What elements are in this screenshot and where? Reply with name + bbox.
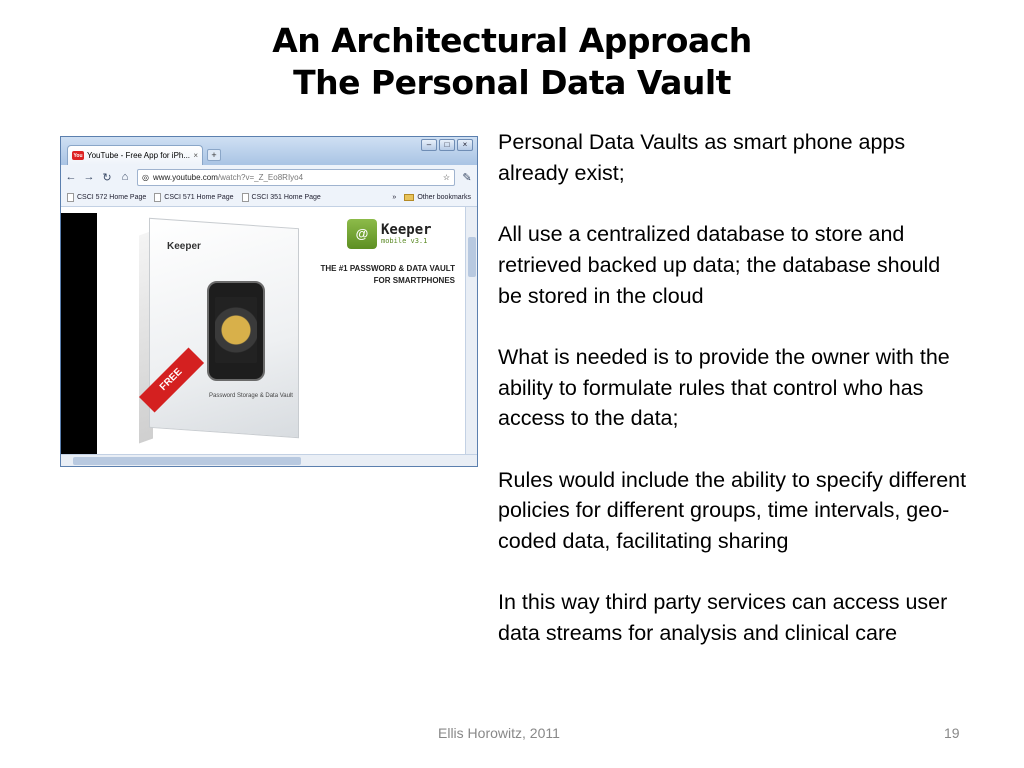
box-logo: Keeper xyxy=(167,241,201,252)
keeper-tagline xyxy=(297,263,455,287)
window-close-button[interactable]: × xyxy=(457,139,473,151)
address-bar[interactable] xyxy=(137,169,455,186)
home-icon[interactable]: ⌂ xyxy=(121,171,129,183)
vault-dial-image xyxy=(215,297,257,363)
bookmarks-bar xyxy=(61,189,477,207)
bookmark-label: CSCI 571 Home Page xyxy=(164,194,234,201)
slide-title-line2: The Personal Data Vault xyxy=(293,63,731,102)
vertical-scroll-thumb[interactable] xyxy=(468,237,476,277)
web-content xyxy=(61,207,465,454)
new-tab-button[interactable]: + xyxy=(207,149,221,161)
window-controls xyxy=(421,139,473,151)
bookmark-item[interactable] xyxy=(67,193,146,202)
body-paragraph: Rules would include the ability to specify different policies for different groups, time intervals, geo-coded data, facilitating sharing xyxy=(498,467,967,554)
slide-title-line1: An Architectural Approach xyxy=(272,21,752,60)
browser-screenshot xyxy=(60,136,478,467)
box-caption: Password Storage & Data Vault xyxy=(209,393,293,399)
keeper-version: mobile v3.1 xyxy=(381,237,428,245)
bookmark-item[interactable] xyxy=(242,193,321,202)
other-bookmarks-label: Other bookmarks xyxy=(417,194,471,201)
wrench-icon[interactable]: ✎ xyxy=(462,171,472,184)
bookmark-label: CSCI 351 Home Page xyxy=(251,194,321,201)
tagline-line2: FOR SMARTPHONES xyxy=(373,276,455,285)
bookmarks-overflow-button[interactable]: » xyxy=(392,194,397,201)
browser-toolbar xyxy=(61,165,477,189)
minimize-button[interactable]: – xyxy=(421,139,437,151)
forward-arrow-icon[interactable]: → xyxy=(83,171,95,183)
maximize-button[interactable]: □ xyxy=(439,139,455,151)
address-url xyxy=(153,173,439,182)
page-number: 19 xyxy=(944,725,960,741)
back-arrow-icon[interactable]: ← xyxy=(65,171,77,183)
page-icon xyxy=(154,193,161,202)
url-path: /watch?v=_Z_Eo8RIyo4 xyxy=(217,172,304,182)
keeper-logo xyxy=(347,219,432,249)
page-icon xyxy=(67,193,74,202)
keeper-brand: Keeper xyxy=(381,222,432,238)
horizontal-scroll-thumb[interactable] xyxy=(73,457,301,465)
browser-tab[interactable] xyxy=(67,145,203,165)
body-paragraph: What is needed is to provide the owner with the ability to formulate rules that control who has access to the data; xyxy=(498,344,950,431)
other-bookmarks[interactable] xyxy=(404,194,471,201)
video-letterbox xyxy=(61,213,97,454)
globe-icon: ◎ xyxy=(142,172,149,182)
vertical-scrollbar[interactable] xyxy=(465,207,477,454)
folder-icon xyxy=(404,194,414,201)
reload-icon[interactable]: ↻ xyxy=(102,171,112,184)
lock-icon: @ xyxy=(347,219,377,249)
body-paragraph: All use a centralized database to store and retrieved backed up data; the database should be stored in the cloud xyxy=(498,222,941,308)
slide-body xyxy=(498,127,968,649)
tagline-line1: THE #1 PASSWORD & DATA VAULT xyxy=(320,264,455,273)
horizontal-scrollbar[interactable] xyxy=(61,454,477,466)
bookmark-label: CSCI 572 Home Page xyxy=(77,194,147,201)
bookmark-item[interactable] xyxy=(154,193,233,202)
browser-titlebar xyxy=(61,137,477,165)
slide-footer: Ellis Horowitz, 2011 xyxy=(438,725,560,741)
slide-title xyxy=(0,20,1024,104)
star-icon[interactable]: ☆ xyxy=(442,172,450,182)
youtube-icon: You xyxy=(73,152,83,159)
keeper-wordmark xyxy=(381,223,432,245)
body-paragraph: Personal Data Vaults as smart phone apps already exist; xyxy=(498,130,906,185)
page-icon xyxy=(242,193,249,202)
free-ribbon: FREE xyxy=(139,348,204,413)
phone-image xyxy=(207,281,265,381)
url-host: www.youtube.com xyxy=(152,172,218,182)
tab-title: YouTube - Free App for iPh... xyxy=(87,151,191,160)
close-icon[interactable]: × xyxy=(193,151,198,160)
body-paragraph: In this way third party services can access user data streams for analysis and clinical care xyxy=(498,590,948,646)
